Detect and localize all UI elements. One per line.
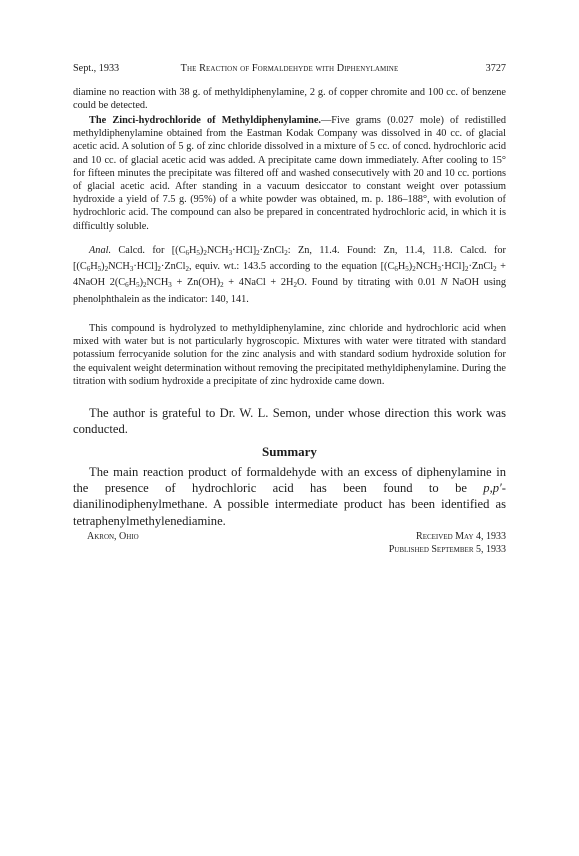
formula-text: ·ZnCl bbox=[160, 261, 186, 273]
zinc-hydrochloride-section bbox=[73, 114, 506, 233]
summary-text: The main reaction product of formaldehyde with an excess of diphenylamine in the presence of hydrochloric acid has been found to be bbox=[73, 465, 506, 496]
summary-italic-pp: p,p′ bbox=[483, 481, 502, 496]
normality-symbol: N bbox=[440, 277, 448, 289]
formula-text: ·HCl] bbox=[133, 261, 158, 273]
formula-text: ) bbox=[199, 245, 204, 256]
subscript: 2 bbox=[293, 281, 297, 290]
hydrolysis-paragraph: This compound is hydrolyzed to methyldiphenylamine, zinc chloride and hydrochloric acid when mixed with water but is not particularly hygroscopic. Mixtures with water were titrated with standard potassium ferrocyanide solution for the zinc analysis and with standard sodium hydroxide solution for the equivalent weight determination without removing the precipitated methyldiphenylamine. During the titration with sodium hydroxide a precipitate of zinc hydroxide came down. bbox=[73, 323, 506, 387]
analysis-paragraph bbox=[73, 244, 506, 306]
formula-text: + 4NaCl + 2H bbox=[223, 277, 294, 289]
subscript: 2 bbox=[493, 265, 497, 274]
subscript: 2 bbox=[157, 265, 161, 274]
subscript: 2 bbox=[220, 281, 224, 290]
formula-text: ·ZnCl bbox=[468, 261, 494, 273]
acknowledgment-section bbox=[73, 405, 506, 437]
subscript: 2 bbox=[256, 249, 260, 257]
published-date: Published September 5, 1933 bbox=[388, 543, 506, 555]
subscript: 5 bbox=[196, 249, 200, 257]
formula-text: O. Found by titrating with 0.01 bbox=[296, 277, 441, 289]
formula-text: ) bbox=[139, 277, 144, 289]
subscript: 6 bbox=[394, 265, 398, 274]
formula-text: ·HCl] bbox=[232, 245, 257, 256]
summary-text: -dianilinodiphenylmethane. A possible intermediate product has been identified as tetraphenylmethylenediamine. bbox=[73, 481, 506, 528]
zinc-section-title: The Zinci-hydrochloride of Methyldiphenylamine. bbox=[89, 115, 321, 126]
running-header bbox=[73, 63, 506, 79]
analysis-section bbox=[73, 244, 506, 306]
received-date: Received May 4, 1933 bbox=[416, 531, 506, 542]
header-running-title: The Reaction of Formaldehyde with Diphenylamine bbox=[180, 63, 399, 74]
subscript: 5 bbox=[136, 281, 140, 290]
subscript: 6 bbox=[86, 265, 91, 274]
zinc-section-text: —Five grams (0.027 mole) of redistilled methyldiphenylamine obtained from the Eastman Kodak Company was dissolved in 40 cc. of glacial acetic acid. A solution of 5 g. of zinc chloride dissolved in a mixture of 5 cc. of concd. hydrochloric acid and 10 cc. of glacial acetic acid was added. A precipitate came down immediately. After cooling to 15° for fifteen minutes the precipitate was filtered off and washed consecutively with 20 and 10 cc. portions of glacial acetic acid. After standing in a vacuum desiccator to constant weight over potassium hydroxide a yield of 7.5 g. (95%) of a white powder was obtained, m. p. 186–188°, with evolution of hydrochloric acid. The compound can also be prepared in concentrated hydrochloric acid, in which it is difficultly soluble. bbox=[73, 115, 506, 232]
subscript: 3 bbox=[168, 281, 172, 290]
subscript: 3 bbox=[228, 249, 233, 257]
formula-text: ·ZnCl bbox=[259, 245, 285, 256]
dates-block bbox=[389, 531, 506, 556]
subscript: 3 bbox=[129, 265, 134, 274]
subscript: 5 bbox=[405, 265, 409, 274]
subscript: 2 bbox=[464, 265, 469, 274]
formula-text: NCH bbox=[206, 245, 229, 256]
header-page-number: 3727 bbox=[485, 63, 506, 74]
formula-text: H bbox=[188, 245, 197, 256]
subscript: 2 bbox=[412, 265, 416, 274]
formula-text: + Zn(OH) bbox=[171, 277, 221, 289]
formula-text: ·HCl] bbox=[440, 261, 465, 273]
formula-text: H bbox=[128, 277, 137, 289]
formula-text: NCH bbox=[108, 261, 130, 273]
analysis-label: Anal. bbox=[89, 245, 112, 256]
subscript: 2 bbox=[284, 249, 288, 257]
zinc-section-paragraph bbox=[73, 114, 506, 233]
header-date: Sept., 1933 bbox=[73, 63, 120, 74]
subscript: 6 bbox=[125, 281, 129, 290]
formula-text: ) bbox=[101, 261, 105, 273]
summary-section bbox=[73, 464, 506, 529]
summary-heading: Summary bbox=[262, 444, 317, 459]
formula-text: NCH bbox=[146, 277, 169, 289]
location-line: Akron, Ohio bbox=[87, 531, 139, 542]
formula-text: H bbox=[90, 261, 98, 273]
formula-text: NCH bbox=[415, 261, 438, 273]
subscript: 2 bbox=[185, 265, 189, 274]
subscript: 5 bbox=[97, 265, 102, 274]
subscript: 2 bbox=[143, 281, 147, 290]
subscript: 2 bbox=[104, 265, 109, 274]
continued-paragraph bbox=[73, 86, 506, 112]
formula-text: : Zn, 11.4. Found: Zn, 11.4, 11.8. Calcd. for [(C bbox=[73, 245, 506, 273]
hydrolysis-section bbox=[73, 322, 506, 388]
subscript: 3 bbox=[437, 265, 441, 274]
formula-text: + 4NaOH 2(C bbox=[73, 261, 506, 289]
subscript: 2 bbox=[203, 249, 207, 257]
continued-text: diamine no reaction with 38 g. of methyldiphenylamine, 2 g. of copper chromite and 100 cc. of benzene could be detected. bbox=[73, 87, 506, 112]
formula-text: NaOH using phenolphthalein as the indicator: 140, 141. bbox=[73, 277, 507, 305]
formula-text: , equiv. wt.: 143.5 according to the equation [(C bbox=[189, 261, 395, 273]
acknowledgment-paragraph: The author is grateful to Dr. W. L. Semon, under whose direction this work was conducted. bbox=[73, 406, 506, 437]
summary-paragraph bbox=[73, 464, 506, 529]
subscript: 6 bbox=[185, 249, 189, 257]
formula-text: ) bbox=[408, 261, 413, 273]
formula-text: Calcd. for [(C bbox=[118, 245, 186, 256]
formula-text: H bbox=[397, 261, 406, 273]
